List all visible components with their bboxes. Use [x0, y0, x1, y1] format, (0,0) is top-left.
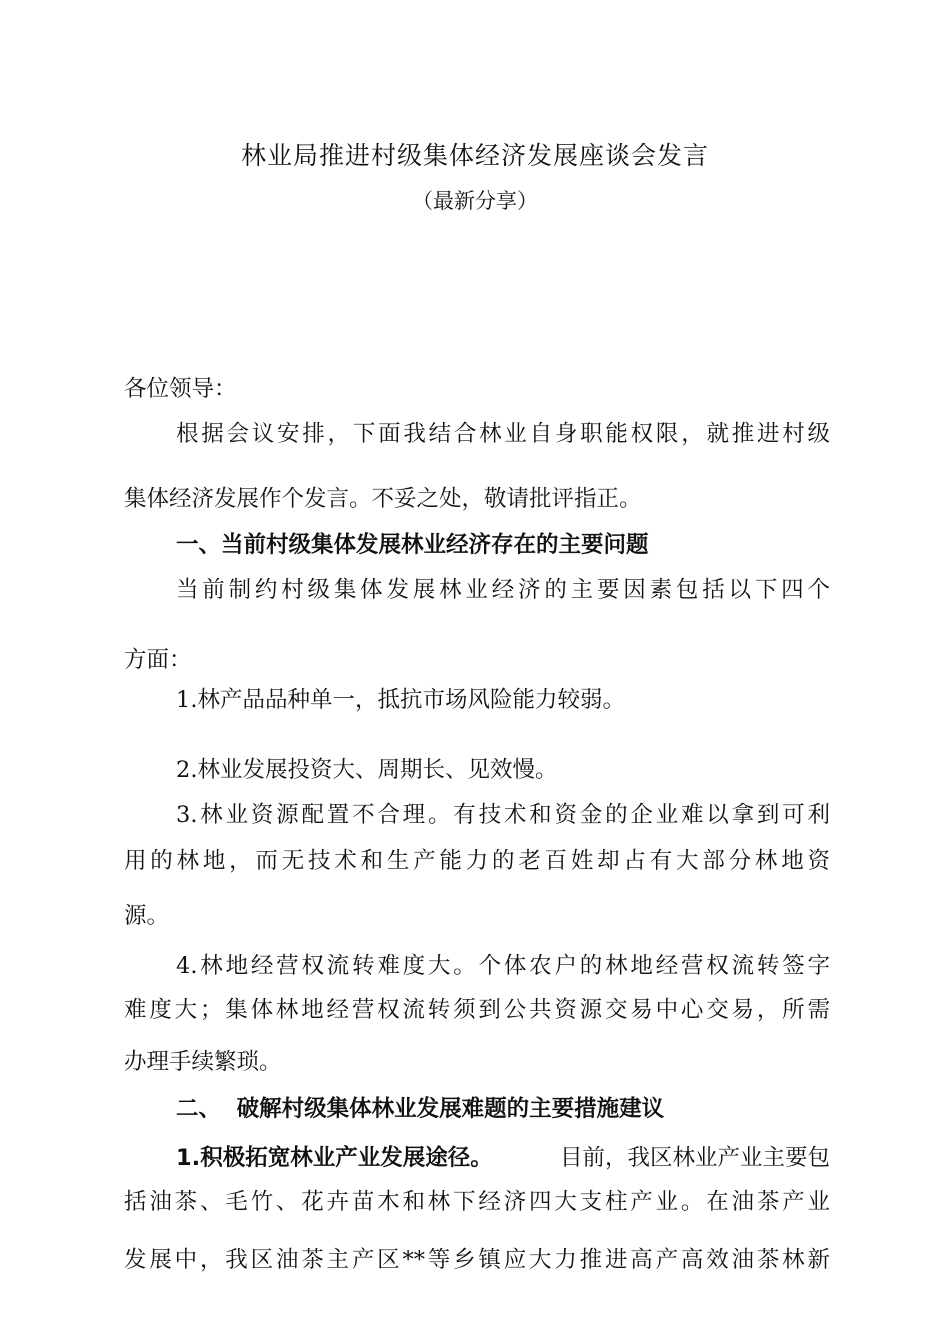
section-1-item-3-line-2: 用的林地，而无技术和生产能力的老百姓却占有大部分林地资 [124, 848, 830, 874]
section-1-item-4-line-1: 4.林地经营权流转难度大。个体农户的林地经营权流转签字 [176, 953, 830, 979]
salutation: 各位领导： [124, 376, 237, 402]
section-1-heading: 一、当前村级集体发展林业经济存在的主要问题 [176, 532, 649, 558]
section-1-item-3-line-1: 3.林业资源配置不合理。有技术和资金的企业难以拿到可利 [176, 802, 830, 828]
section-1-lead-line-1: 当前制约村级集体发展林业经济的主要因素包括以下四个 [176, 577, 830, 603]
section-1-item-1: 1.林产品品种单一，抵抗市场风险能力较弱。 [176, 687, 625, 713]
section-2-item-1-title: 1.积极拓宽林业产业发展途径。 [176, 1145, 493, 1171]
section-2-item-1-line-3: 发展中，我区油茶主产区**等乡镇应大力推进高产高效油茶林新 [124, 1247, 830, 1273]
intro-line-1: 根据会议安排，下面我结合林业自身职能权限，就推进村级 [176, 421, 830, 447]
section-2-item-1-line-1 [176, 1143, 830, 1173]
section-1-item-4-line-3: 办理手续繁琐。 [124, 1049, 282, 1075]
section-2-item-1-text: 目前，我区林业产业主要包 [559, 1145, 830, 1171]
intro-line-2: 集体经济发展作个发言。不妥之处，敬请批评指正。 [124, 486, 642, 512]
section-1-item-2: 2.林业发展投资大、周期长、见效慢。 [176, 757, 558, 783]
section-1-item-3-line-3: 源。 [124, 903, 170, 929]
section-2-item-1-line-2: 括油茶、毛竹、花卉苗木和林下经济四大支柱产业。在油茶产业 [124, 1189, 830, 1215]
section-1-lead-line-2: 方面： [124, 647, 192, 673]
document-title: 林业局推进村级集体经济发展座谈会发言 [240, 141, 709, 170]
document-subtitle: （最新分享） [412, 189, 538, 213]
section-1-item-4-line-2: 难度大；集体林地经营权流转须到公共资源交易中心交易，所需 [124, 997, 830, 1023]
section-2-heading: 二、 破解村级集体林业发展难题的主要措施建议 [176, 1096, 665, 1122]
